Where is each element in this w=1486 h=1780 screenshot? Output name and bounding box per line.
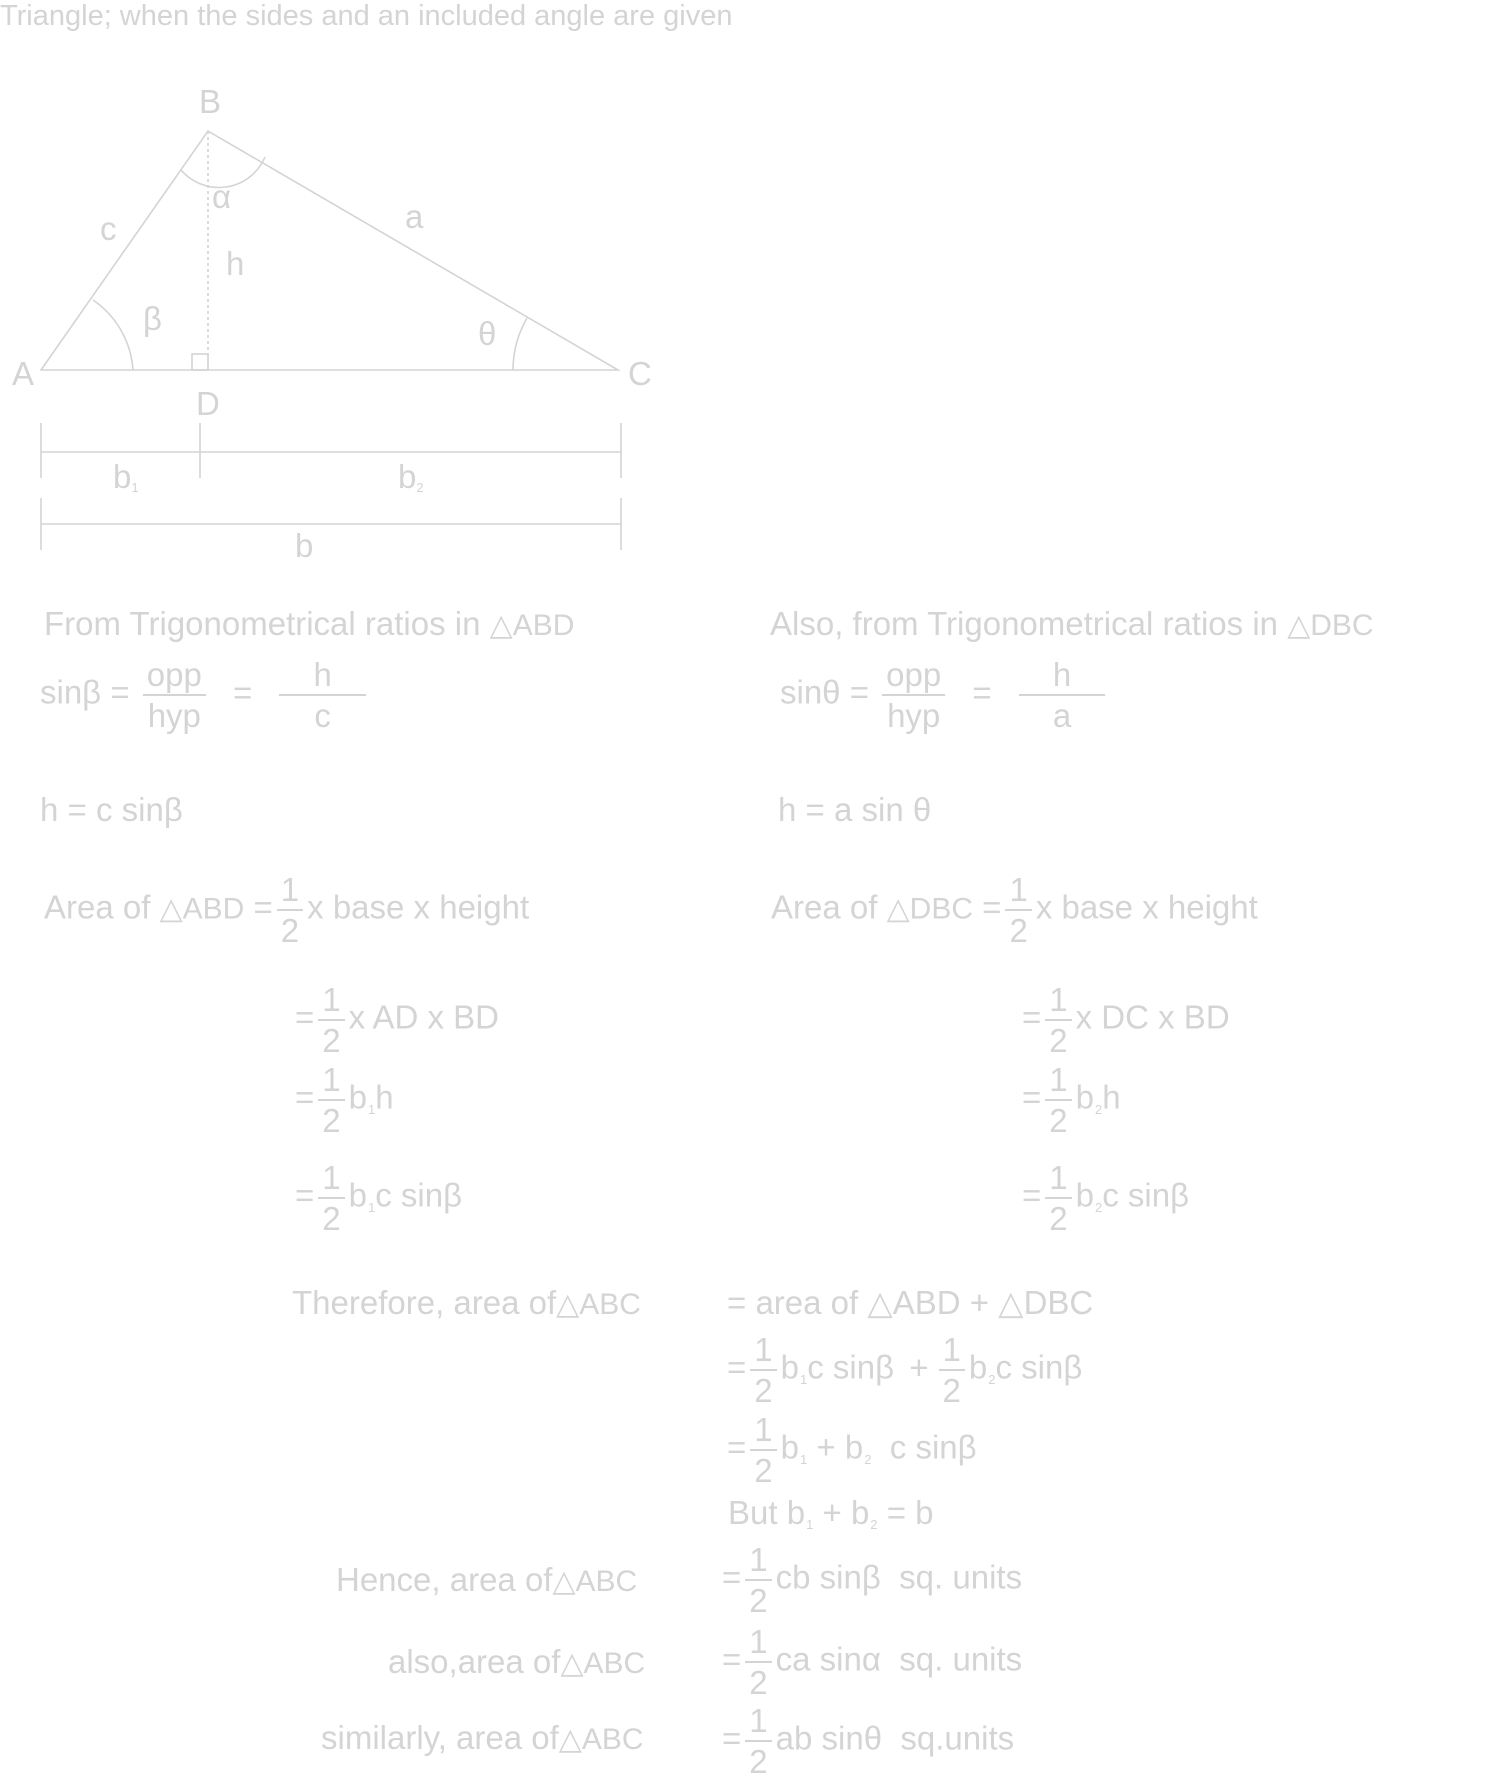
page-title: Triangle; when the sides and an included angle are given	[0, 0, 733, 32]
triangle-diagram	[0, 80, 680, 580]
right-angle-marker	[192, 354, 208, 370]
also-label: also,area of△ABC	[388, 1643, 646, 1680]
left-sin-beta-equation: sinβ = $\frac{\text{opp}}{\text{hyp}}$ = $\frac{h}{c}$	[40, 658, 370, 732]
side-a-label: a	[405, 198, 424, 235]
right-area-step2: = $\frac{1}{2}$ $b_2h$	[1022, 1061, 1121, 1139]
dim-b1-label: b1	[113, 458, 139, 495]
similarly-formula: = $\frac{1}{2}$ ab sinθ sq.units	[722, 1702, 1015, 1780]
right-area-step1: = $\frac{1}{2}$ x DC x BD	[1022, 981, 1230, 1059]
altitude-h-label: h	[226, 245, 245, 282]
left-area-step1: = $\frac{1}{2}$ x AD x BD	[295, 981, 500, 1059]
right-area-heading: Area of △DBC = $\frac{1}{2}$ x base x height	[771, 871, 1258, 949]
angle-beta-arc	[93, 300, 133, 370]
h-c-fraction: $\frac{h}{c}$	[279, 658, 365, 732]
left-heading: From Trigonometrical ratios in △ABD	[44, 605, 575, 642]
right-sin-theta-equation: sinθ = $\frac{\text{opp}}{\text{hyp}}$ = $\frac{h}{a}$	[780, 658, 1109, 732]
right-area-step3: = $\frac{1}{2}$ $b_2c$ sinβ	[1022, 1159, 1190, 1237]
opp-hyp-fraction: $\frac{\text{opp}}{\text{hyp}}$	[143, 658, 206, 732]
side-c-label: c	[100, 210, 117, 247]
left-area-step3: = $\frac{1}{2}$ $b_1c$ sinβ	[295, 1159, 463, 1237]
opp-hyp-fraction: $\frac{\text{opp}}{\text{hyp}}$	[882, 658, 945, 732]
angle-theta-label: θ	[478, 315, 497, 352]
triangle-abc	[41, 131, 618, 370]
vertex-a-label: A	[12, 355, 35, 392]
vertex-b-label: B	[198, 83, 222, 120]
hence-formula: = $\frac{1}{2}$ cb sinβ sq. units	[722, 1541, 1023, 1619]
angle-beta-label: β	[143, 300, 162, 337]
angle-alpha-label: α	[212, 178, 232, 215]
dim-b2-label: b2	[398, 458, 424, 495]
summary-step1: = $\frac{1}{2}$ $b_1c$ sinβ + $\frac{1}{2}$ $b_2c$ sinβ	[727, 1331, 1083, 1409]
left-area-heading: Area of △ABD = $\frac{1}{2}$ x base x height	[44, 871, 530, 949]
vertex-c-label: C	[628, 355, 652, 392]
left-h-equation: h = c sinβ	[40, 791, 183, 828]
but-statement: But $b_1 + b_2 = b$	[728, 1494, 934, 1532]
right-heading: Also, from Trigonometrical ratios in △DBC	[770, 605, 1374, 642]
angle-theta-arc	[513, 318, 527, 370]
hence-label: Hence, area of△ABC	[336, 1561, 638, 1598]
therefore-label: Therefore, area of△ABC	[292, 1284, 641, 1321]
left-area-step2: = $\frac{1}{2}$ $b_1h$	[295, 1061, 394, 1139]
vertex-d-label: D	[196, 385, 220, 422]
similarly-label: similarly, area of△ABC	[321, 1719, 644, 1756]
dim-b-label: b	[295, 527, 314, 564]
area-sum-equation: = area of △ABD + △DBC	[727, 1284, 1094, 1321]
right-h-equation: h = a sin θ	[778, 791, 932, 828]
h-a-fraction: $\frac{h}{a}$	[1019, 658, 1105, 732]
also-formula: = $\frac{1}{2}$ ca sinα sq. units	[722, 1623, 1023, 1701]
summary-step2: = $\frac{1}{2}$ $b_1 + b_2$ c sinβ	[727, 1411, 977, 1489]
